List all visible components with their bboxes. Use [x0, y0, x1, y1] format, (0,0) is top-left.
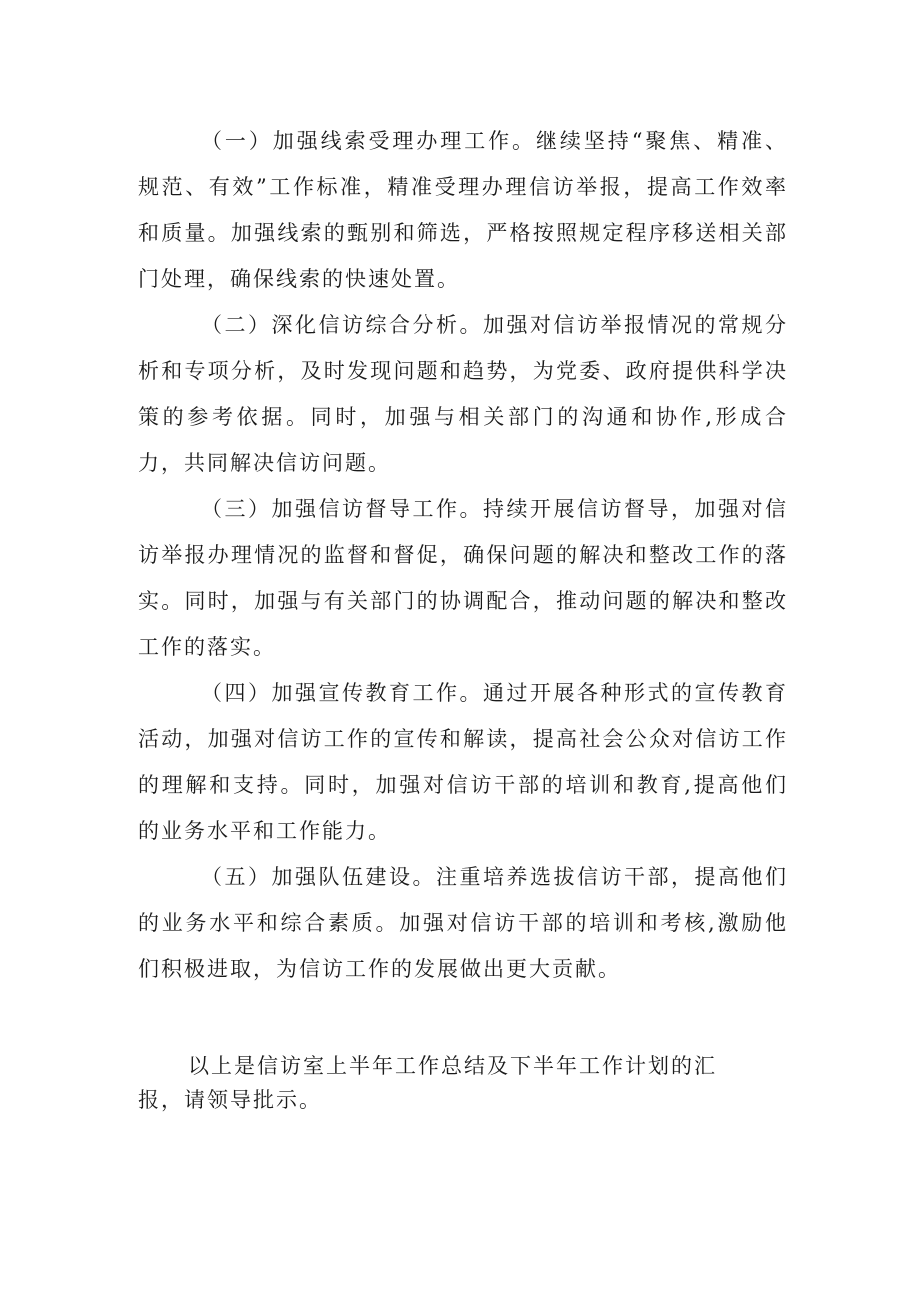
closing-remark — [138, 1049, 738, 1117]
closing-text: 以上是信访室上半年工作总结及下半年工作计划的汇报，请领导批示。 — [138, 1054, 717, 1112]
paragraph-5: （五）加强队伍建设。注重培养选拔信访干部，提高他们的业务水平和综合素质。加强对信访干部的培训和考核,激励他们积极进取，为信访工作的发展做出更大贡献。 — [138, 865, 788, 981]
paragraph-3: （三）加强信访督导工作。持续开展信访督导，加强对信访举报办理情况的监督和督促，确保问题的解决和整改工作的落实。同时，加强与有关部门的协调配合，推动问题的解决和整改工作的落实。 — [138, 497, 788, 659]
paragraph-1: （一）加强线索受理办理工作。继续坚持“聚焦、精准、规范、有效”工作标准，精准受理办理信访举报，提高工作效率和质量。加强线索的甄别和筛选，严格按照规定程序移送相关部门处理，确保线索的快速处置。 — [138, 129, 788, 291]
paragraph-4: （四）加强宣传教育工作。通过开展各种形式的宣传教育活动，加强对信访工作的宣传和解读，提高社会公众对信访工作的理解和支持。同时，加强对信访干部的培训和教育,提高他们的业务水平和工作能力。 — [138, 681, 788, 843]
paragraph-2: （二）深化信访综合分析。加强对信访举报情况的常规分析和专项分析，及时发现问题和趋势，为党委、政府提供科学决策的参考依据。同时，加强与相关部门的沟通和协作,形成合力，共同解决信访问题。 — [138, 313, 788, 475]
document-body — [138, 118, 788, 992]
